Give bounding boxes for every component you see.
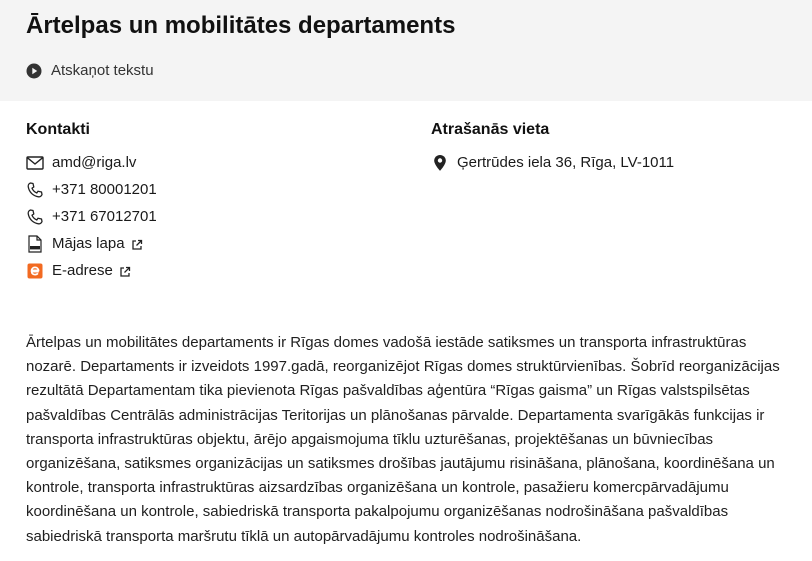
page-title: Ārtelpas un mobilitātes departaments [26, 12, 456, 39]
play-text-button[interactable] [26, 62, 154, 79]
contact-eaddress-row [26, 257, 386, 284]
location-address: Ģertrūdes iela 36, Rīga, LV-1011 [457, 154, 675, 171]
phone-icon [26, 208, 44, 226]
department-description: Ārtelpas un mobilitātes departaments ir Rīgas domes vadošā iestāde satiksmes un transporta infrastruktūras nozarē. Departaments ir izveidots 1997.gadā, reorganizējot Rīgas domes struktūrvienības. Šobrīd reorganizācijas rezultātā Departamentam tika pievienota Rīgas pašvaldības aģentūra “Rīgas gaisma” un Rīgas valstspilsētas pašvaldības Centrālās administrācijas Teritorijas un plānošanas pārvalde. Departamenta svarīgākās funkcijas ir transporta infrastruktūras objektu, ārējo apgaismojuma tīklu uzturēšanas, projektēšanas un būvniecības organizēšana, satiksmes organizācijas un satiksmes drošības jautājumu risināšana, plānošana, koordinēšana un kontrole, transporta infrastruktūras aizsardzības organizēšana un kontrole, pasažieru komercpārvadājumu koordinēšana un kontrole, sabiedriskā transporta pakalpojumu organizēšanas nodrošināšana pašvaldības sabiedriskā transporta maršrutu tīklā un autopārvadājumu kontroles nodrošināšana. [26, 334, 780, 545]
map-pin-icon [431, 154, 449, 172]
location-title: Atrašanās vieta [431, 121, 550, 138]
phone-link-1[interactable]: +371 80001201 [52, 181, 157, 198]
play-text-label: Atskaņot tekstu [51, 62, 154, 79]
contact-email-row [26, 149, 386, 176]
phone-link-2[interactable]: +371 67012701 [52, 208, 157, 225]
phone-icon [26, 181, 44, 199]
contact-phone-row-1 [26, 176, 386, 203]
external-link-icon [131, 238, 143, 250]
eaddress-link[interactable]: E-adrese [52, 262, 113, 279]
contacts-title: Kontakti [26, 121, 90, 138]
contact-homepage-row [26, 230, 386, 257]
e-address-icon [26, 262, 44, 280]
www-document-icon [26, 235, 44, 253]
email-link[interactable]: amd@riga.lv [52, 154, 137, 171]
page-header [0, 0, 812, 101]
location-section [431, 121, 791, 176]
homepage-link[interactable]: Mājas lapa [52, 235, 125, 252]
external-link-icon [119, 265, 131, 277]
location-address-row [431, 149, 791, 176]
contacts-section [26, 121, 386, 284]
play-circle-icon [26, 63, 42, 79]
envelope-icon [26, 154, 44, 172]
contact-phone-row-2 [26, 203, 386, 230]
